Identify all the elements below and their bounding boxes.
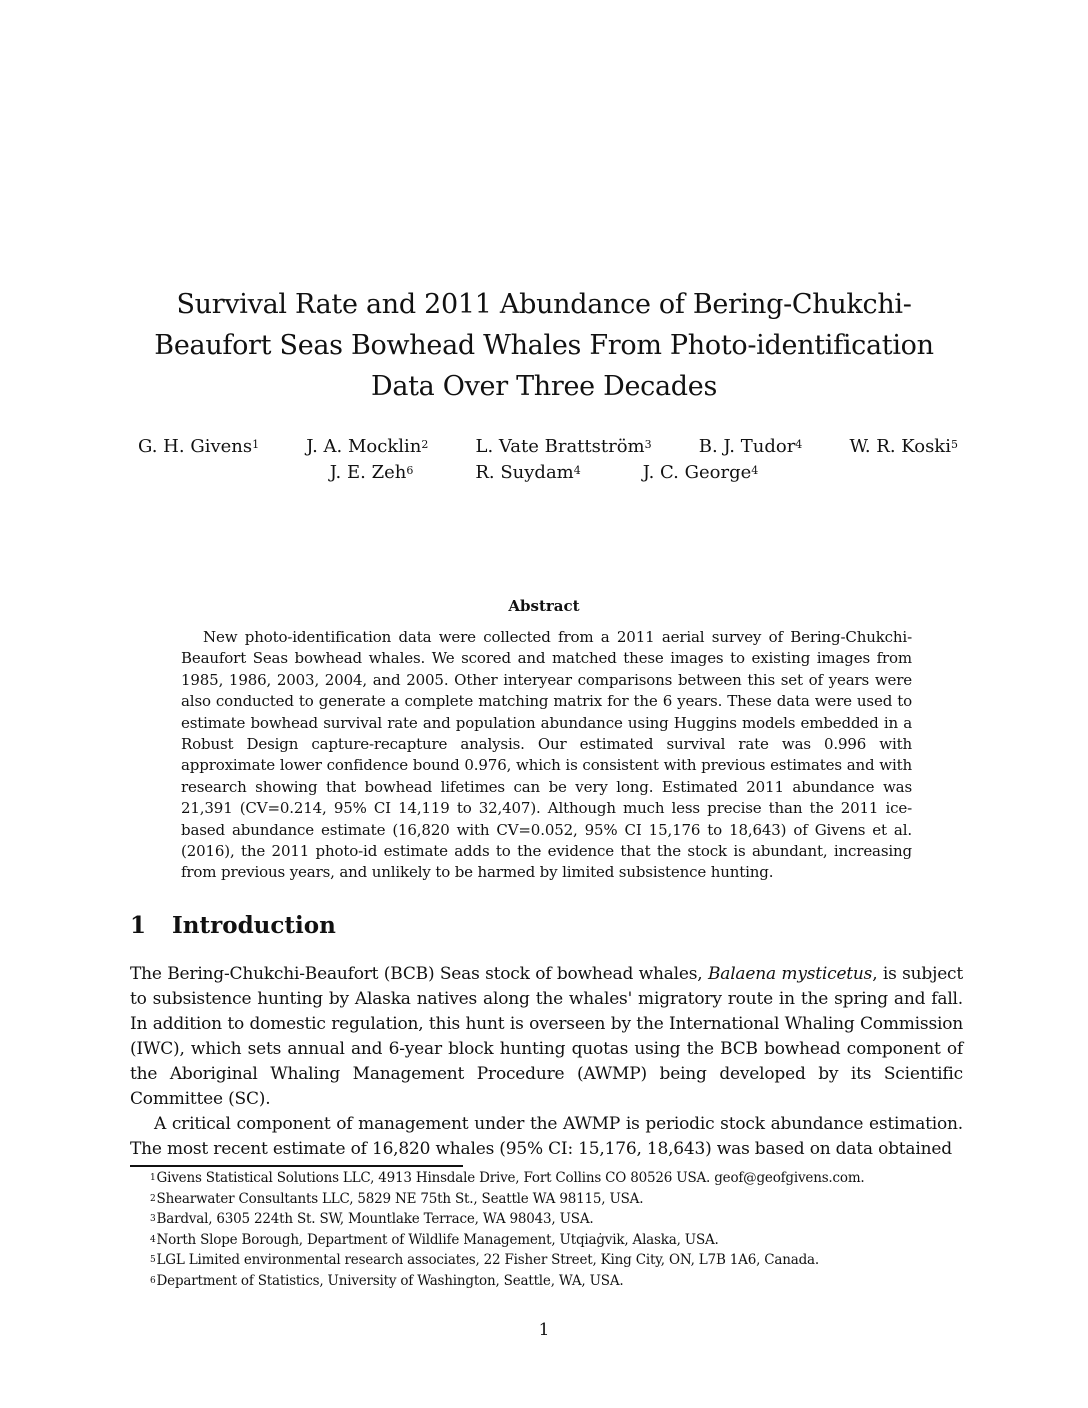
footnote-mark: 3 bbox=[150, 1214, 156, 1224]
author-name: L. Vate Brattström bbox=[475, 436, 645, 457]
page-number: 1 bbox=[538, 1320, 550, 1340]
footnote bbox=[150, 1189, 970, 1210]
footnote-text: Bardval, 6305 224th St. SW, Mountlake Terrace, WA 98043, USA. bbox=[156, 1211, 594, 1227]
author-name: W. R. Koski bbox=[849, 436, 951, 457]
author-name: J. A. Mocklin bbox=[306, 436, 422, 457]
footnote-rule bbox=[130, 1165, 463, 1167]
author-list bbox=[120, 434, 968, 486]
footnote bbox=[150, 1271, 970, 1292]
affiliation-mark: 6 bbox=[406, 464, 414, 477]
footnote-mark: 1 bbox=[150, 1173, 156, 1183]
footnote-mark: 4 bbox=[150, 1234, 156, 1245]
intro-paragraph-1 bbox=[130, 962, 963, 1112]
intro-text: The Bering-Chukchi-Beaufort (BCB) Seas stock of bowhead whales, bbox=[130, 964, 708, 984]
author-name: R. Suydam bbox=[475, 462, 574, 483]
footnote-text: LGL Limited environmental research associates, 22 Fisher Street, King City, ON, L7B 1A6, Canada. bbox=[156, 1252, 819, 1268]
footnote-mark: 6 bbox=[150, 1275, 156, 1286]
footnote bbox=[150, 1230, 970, 1251]
affiliation-mark: 5 bbox=[950, 438, 958, 451]
footnote-mark: 5 bbox=[150, 1255, 156, 1265]
paper-title: Survival Rate and 2011 Abundance of Bering-Chukchi-Beaufort Seas Bowhead Whales From Photo-identification Data Over Three Decades bbox=[154, 289, 934, 402]
footnote-text: Department of Statistics, University of Washington, Seattle, WA, USA. bbox=[156, 1272, 624, 1289]
author bbox=[699, 434, 803, 460]
affiliation-mark: 3 bbox=[644, 438, 652, 451]
author-row-2 bbox=[120, 460, 968, 486]
section-title: Introduction bbox=[172, 912, 336, 939]
introduction-body bbox=[130, 962, 963, 1162]
footnote-text: Shearwater Consultants LLC, 5829 NE 75th St., Seattle WA 98115, USA. bbox=[156, 1190, 644, 1207]
author bbox=[475, 460, 580, 486]
footnote-text: Givens Statistical Solutions LLC, 4913 Hinsdale Drive, Fort Collins CO 80526 USA. geof@geofgivens.com. bbox=[156, 1170, 865, 1186]
species-name: Balaena mysticetus bbox=[707, 964, 873, 984]
author-name: G. H. Givens bbox=[138, 436, 253, 457]
author-name: J. E. Zeh bbox=[329, 462, 407, 483]
section-heading-introduction bbox=[130, 912, 336, 939]
abstract-text: New photo-identification data were collected from a 2011 aerial survey of Bering-Chukchi-Beaufort Seas bowhead whales. We scored and matched these images to existing images from 1985, 1986, 2003, 2004, and 2005. Other interyear comparisons between this set of years were also conducted to generate a complete matching matrix for the 6 years. These data were used to estimate bowhead survival rate and population abundance using Huggins models embedded in a Robust Design capture-recapture analysis. Our estimated survival rate was 0.996 with approximate lower confidence bound 0.976, which is consistent with previous estimates and with research showing that bowhead lifetimes can be very long. Estimated 2011 abundance was 21,391 (CV=0.214, 95% CI 14,119 to 32,407). Although much less precise than the 2011 ice-based abundance estimate (16,820 with CV=0.052, 95% CI 15,176 to 18,643) of Givens et al. (2016), the 2011 photo-id estimate adds to the evidence that the stock is abundant, increasing from previous years, and unlikely to be harmed by limited subsistence hunting. bbox=[181, 628, 912, 882]
affiliation-mark: 4 bbox=[573, 464, 581, 477]
author bbox=[643, 460, 758, 486]
intro-text: , is subject to subsistence hunting by Alaska natives along the whales' migratory route in the spring and fall. In addition to domestic regulation, this hunt is overseen by the International Whaling Commission (IWC), which sets annual and 6-year block hunting quotas using the BCB bowhead component of the Aboriginal Whaling Management Procedure (AWMP) being developed by its Scientific Committee (SC). bbox=[130, 964, 964, 1109]
affiliation-mark: 2 bbox=[421, 438, 429, 451]
footnote-mark: 2 bbox=[150, 1193, 156, 1204]
abstract-heading: Abstract bbox=[508, 597, 580, 615]
author bbox=[138, 434, 259, 460]
affiliation-mark: 4 bbox=[795, 438, 803, 451]
footnote bbox=[150, 1250, 970, 1271]
author-row-1 bbox=[120, 434, 968, 460]
author-name: J. C. George bbox=[642, 462, 752, 483]
footnote bbox=[150, 1209, 970, 1230]
affiliation-mark: 4 bbox=[751, 464, 759, 477]
author bbox=[306, 434, 428, 460]
footnote-text: North Slope Borough, Department of Wildlife Management, Utqiaġvik, Alaska, USA. bbox=[156, 1231, 719, 1248]
author bbox=[849, 434, 958, 460]
section-number: 1 bbox=[130, 912, 147, 939]
author bbox=[330, 460, 414, 486]
affiliation-mark: 1 bbox=[252, 438, 260, 451]
author-name: B. J. Tudor bbox=[698, 436, 796, 457]
author bbox=[476, 434, 652, 460]
footnote bbox=[150, 1168, 970, 1189]
footnotes bbox=[150, 1168, 970, 1291]
intro-paragraph-2: A critical component of management under the AWMP is periodic stock abundance estimation. The most recent estimate of 16,820 whales (95% CI: 15,176, 18,643) was based on data obtained bbox=[130, 1114, 963, 1159]
